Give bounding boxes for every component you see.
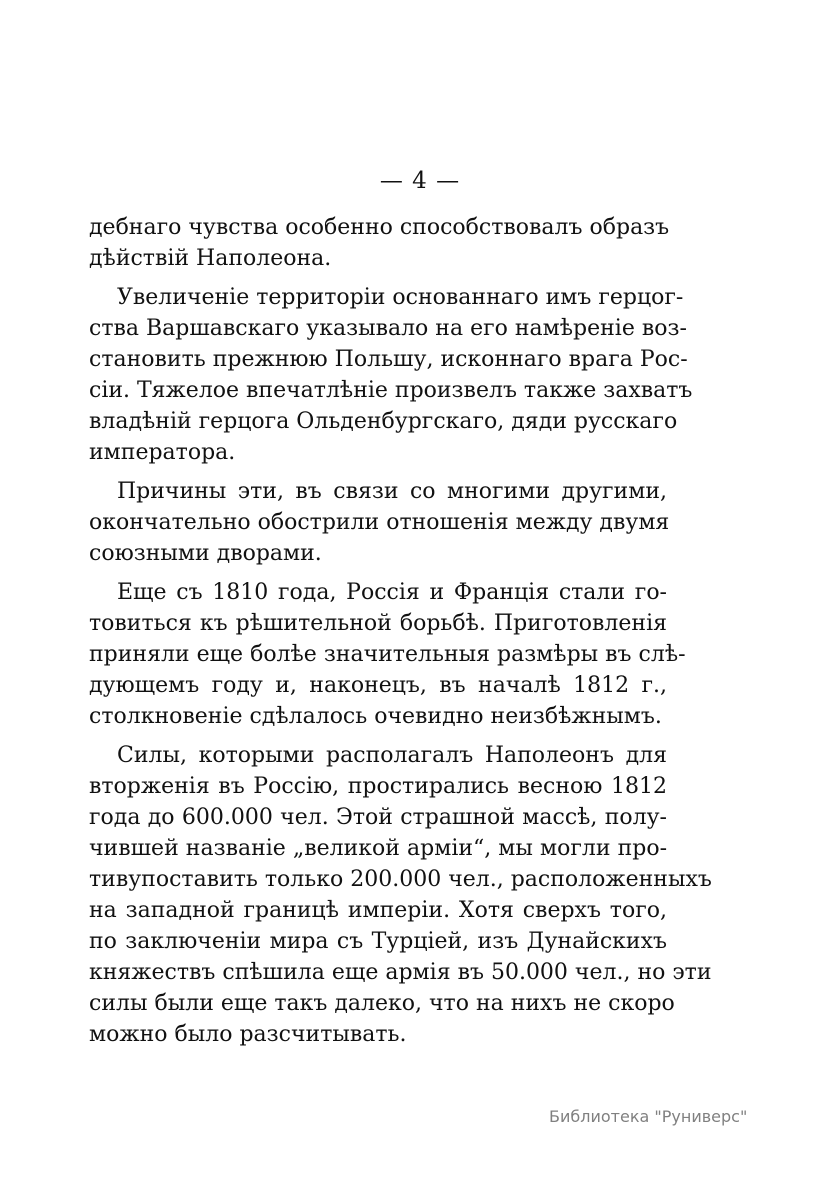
text-line: можно было разсчитывать. (89, 1022, 407, 1047)
text-line: чившей названіе „великой арміи“, мы могли про- (89, 836, 667, 861)
page-number: — 4 — (379, 168, 461, 194)
body-text (89, 212, 712, 1050)
paragraph (89, 740, 712, 1050)
text-line: императора. (89, 440, 236, 465)
text-line: ства Варшавскаго указывало на его намѣреніе воз- (89, 316, 687, 341)
text-line: владѣній герцога Ольденбургскаго, дяди русскаго (89, 409, 678, 434)
text-line: по заключеніи мира съ Турціей, изъ Дунайскихъ (89, 929, 667, 954)
text-line: Причины эти, въ связи со многими другими, (117, 479, 667, 504)
text-line: Увеличеніе территоріи основаннаго имъ герцог- (117, 285, 684, 310)
text-line: Силы, которыми располагалъ Наполеонъ для (117, 743, 667, 768)
text-line: союзными дворами. (89, 541, 322, 566)
text-line: товиться къ рѣшительной борьбѣ. Приготовленія (89, 611, 667, 636)
text-line: тивупоставить только 200.000 чел., расположенныхъ (89, 867, 712, 892)
library-watermark: Библиотека "Руниверс" (549, 1107, 748, 1126)
text-line: приняли еще болѣе значительныя размѣры въ слѣ- (89, 642, 686, 667)
text-line: столкновеніе сдѣлалось очевидно неизбѣжнымъ. (89, 704, 662, 729)
text-line: дующемъ году и, наконецъ, въ началѣ 1812 г., (89, 673, 667, 698)
paragraph (89, 476, 670, 569)
text-line: дѣйствій Наполеона. (89, 246, 332, 271)
text-line: года до 600.000 чел. Этой страшной массѣ, полу- (89, 805, 667, 830)
paragraph (89, 577, 686, 732)
text-line: окончательно обострили отношенія между двумя (89, 510, 670, 535)
text-line: Еще съ 1810 года, Россія и Франція стали го- (117, 580, 667, 605)
text-line: на западной границѣ имперіи. Хотя сверхъ того, (89, 898, 667, 923)
text-line: княжествъ спѣшила еще армія въ 50.000 чел., но эти (89, 960, 712, 985)
text-line: вторженія въ Россію, простирались весною 1812 (89, 774, 667, 799)
text-line: дебнаго чувства особенно способствовалъ образъ (89, 215, 670, 240)
paragraph (89, 282, 693, 468)
text-line: становить прежнюю Польшу, исконнаго врага Рос- (89, 347, 688, 372)
text-line: сіи. Тяжелое впечатлѣніе произвелъ также захватъ (89, 378, 693, 403)
text-line: силы были еще такъ далеко, что на нихъ не скоро (89, 991, 675, 1016)
paragraph (89, 212, 670, 274)
